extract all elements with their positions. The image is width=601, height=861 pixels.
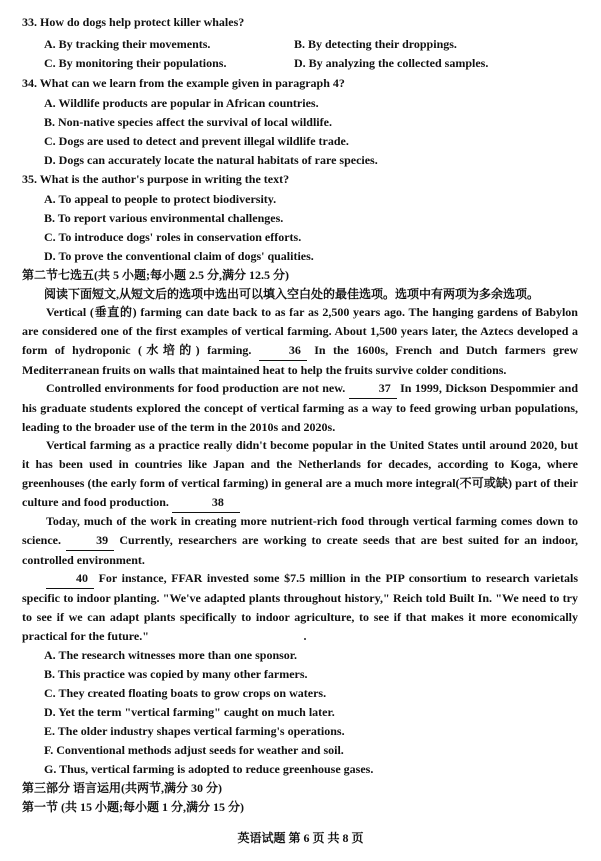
passage-text: Currently, researchers are working to create seeds that are best suited for an indoor, controlled environment. bbox=[22, 533, 579, 567]
question-34-option-a: A. Wildlife products are popular in African countries. bbox=[44, 96, 319, 110]
option-g: G. Thus, vertical farming is adopted to reduce greenhouse gases. bbox=[44, 762, 374, 776]
part-3-section-1-header: 第一节 (共 15 小题;每小题 1 分,满分 15 分) bbox=[22, 800, 244, 814]
passage-paragraph-1 bbox=[22, 303, 578, 380]
page-footer: 英语试题 第 6 页 共 8 页 bbox=[237, 831, 364, 845]
ink-speck bbox=[304, 638, 306, 640]
passage-text: Controlled environments for food production are not new. bbox=[46, 381, 346, 395]
passage-text: Today, much of the work in creating more nutrient-rich food through vertical farming comes down to science. bbox=[22, 514, 578, 547]
part-3-header: 第三部分 语言运用(共两节,满分 30 分) bbox=[22, 781, 222, 795]
blank-39: 39 bbox=[66, 531, 114, 551]
blank-37: 37 bbox=[349, 379, 397, 399]
question-33-option-c: C. By monitoring their populations. bbox=[44, 56, 227, 70]
option-f: F. Conventional methods adjust seeds for weather and soil. bbox=[44, 743, 344, 757]
question-34-option-d: D. Dogs can accurately locate the natural habitats of rare species. bbox=[44, 153, 378, 167]
option-c: C. They created floating boats to grow crops on waters. bbox=[44, 686, 327, 700]
passage-text: In 1999, Dickson Despommier and his graduate students explored the concept of vertical farming as a way to feed growing urban populations, leading to the broader use of the term in the 2010s and 2020s. bbox=[22, 381, 578, 434]
question-33-option-a: A. By tracking their movements. bbox=[44, 37, 211, 51]
blank-38: 38 bbox=[172, 493, 240, 513]
section-2-instruction: 阅读下面短文,从短文后的选项中选出可以填入空白处的最佳选项。选项中有两项为多余选项。 bbox=[44, 287, 540, 301]
question-35-option-d: D. To prove the conventional claim of dogs' qualities. bbox=[44, 249, 314, 263]
question-33-stem: 33. How do dogs help protect killer whales? bbox=[22, 15, 245, 29]
section-2-header: 第二节七选五(共 5 小题;每小题 2.5 分,满分 12.5 分) bbox=[22, 268, 289, 282]
question-34-stem: 34. What can we learn from the example given in paragraph 4? bbox=[22, 76, 345, 90]
option-b: B. This practice was copied by many other farmers. bbox=[44, 667, 308, 681]
passage-paragraph-5 bbox=[22, 569, 578, 646]
passage-paragraph-2 bbox=[22, 379, 578, 437]
passage-paragraph-3 bbox=[22, 436, 578, 513]
question-35-option-b: B. To report various environmental challenges. bbox=[44, 211, 284, 225]
passage-text: Vertical farming as a practice really didn't become popular in the United States until around 2020, but it has been used in countries like Japan and the Netherlands for decades, according to Koga, where greenhouses (the early form of vertical farming) in general are a much more integral(不可或缺) part of their culture and food production. bbox=[22, 438, 578, 509]
question-35-option-a: A. To appeal to people to protect biodiversity. bbox=[44, 192, 277, 206]
blank-40: 40 bbox=[46, 569, 94, 589]
option-e: E. The older industry shapes vertical farming's operations. bbox=[44, 724, 345, 738]
question-34-option-c: C. Dogs are used to detect and prevent illegal wildlife trade. bbox=[44, 134, 349, 148]
passage-text: For instance, FFAR invested some $7.5 million in the PIP consortium to research varietals specific to indoor planting. "We've adapted plants throughout history," Reich told Built In. "We need to try to see if we can adapt plants specifically to indoor agriculture, to see if that makes it more economically practical for the future." bbox=[22, 571, 578, 643]
blank-36: 36 bbox=[259, 341, 307, 361]
question-34-option-b: B. Non-native species affect the survival of local wildlife. bbox=[44, 115, 332, 129]
question-35-option-c: C. To introduce dogs' roles in conservation efforts. bbox=[44, 230, 302, 244]
option-d: D. Yet the term "vertical farming" caught on much later. bbox=[44, 705, 335, 719]
passage-text: Vertical (垂直的) farming can date back to as far as 2,500 years ago. The hanging gardens of Babylon are considered one of the first examples of vertical farming. About 1,500 years later, the Aztecs developed a form of hydroponic (水培的) farming. bbox=[22, 305, 578, 357]
question-35-stem: 35. What is the author's purpose in writing the text? bbox=[22, 172, 290, 186]
option-a: A. The research witnesses more than one sponsor. bbox=[44, 648, 298, 662]
passage-text: In the 1600s, French and Dutch farmers grew Mediterranean fruits on walls that maintained heat to help the fruits survive colder conditions. bbox=[22, 343, 579, 377]
passage-paragraph-4 bbox=[22, 512, 578, 570]
question-33-option-b: B. By detecting their droppings. bbox=[294, 37, 457, 51]
question-33-option-d: D. By analyzing the collected samples. bbox=[294, 56, 489, 70]
